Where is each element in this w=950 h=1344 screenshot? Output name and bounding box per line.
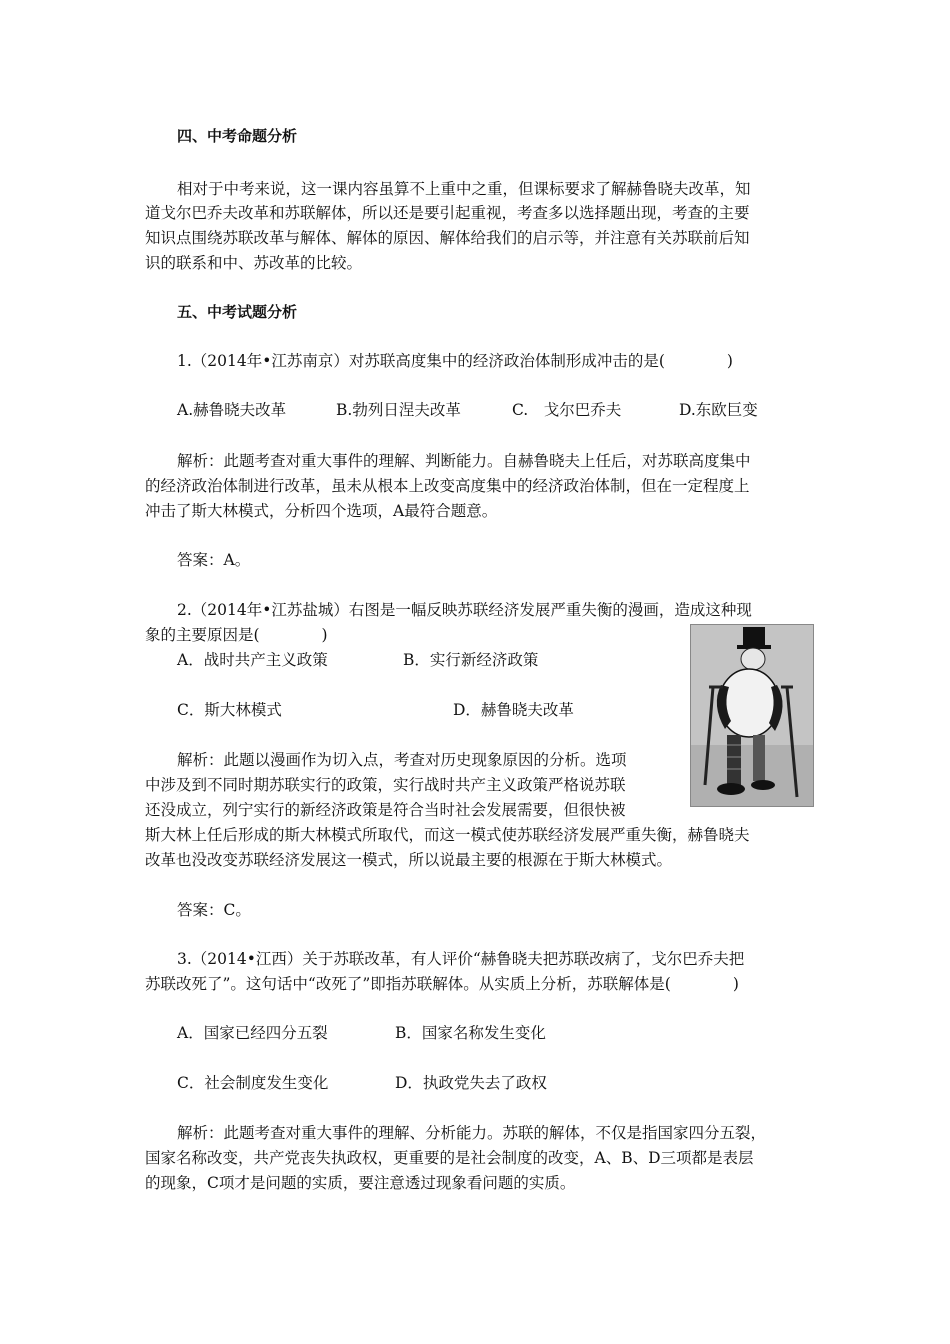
question-2-option-c: C．斯大林模式	[177, 701, 282, 719]
question-3-analysis-line: 解析：此题考查对重大事件的理解、分析能力。苏联的解体，不仅是指国家四分五裂，	[177, 1124, 767, 1142]
question-2-option-b: B．实行新经济政策	[403, 651, 539, 669]
question-2-stem-line: 2.（2014年•江苏盐城）右图是一幅反映苏联经济发展严重失衡的漫画，造成这种现	[177, 601, 752, 619]
question-1-option-c: C. 戈尔巴乔夫	[512, 401, 622, 419]
section-4-heading: 四、中考命题分析	[177, 127, 298, 145]
question-3-option-b: B．国家名称发生变化	[395, 1024, 546, 1042]
question-2-stem-line: 象的主要原因是( )	[145, 626, 328, 644]
section-4-paragraph-line: 道戈尔巴乔夫改革和苏联解体，所以还是要引起重视，考查多以选择题出现，考查的主要	[145, 204, 750, 222]
question-1-analysis-line: 的经济政治体制进行改革，虽未从根本上改变高度集中的经济政治体制，但在一定程度上	[145, 477, 750, 495]
question-2-answer: 答案：C。	[177, 901, 251, 919]
question-1-option-a: A.赫鲁晓夫改革	[177, 401, 287, 419]
question-2-analysis-line: 还没成立，列宁实行的新经济政策是符合当时社会发展需要，但很快被	[145, 801, 626, 819]
question-2-option-d: D．赫鲁晓夫改革	[453, 701, 574, 719]
question-2-analysis-line: 斯大林上任后形成的斯大林模式所取代，而这一模式使苏联经济发展严重失衡，赫鲁晓夫	[145, 826, 750, 844]
cartoon-drawing	[691, 625, 813, 806]
section-4-paragraph-line: 知识点围绕苏联改革与解体、解体的原因、解体给我们的启示等，并注意有关苏联前后知	[145, 229, 750, 247]
question-3-option-c: C．社会制度发生变化	[177, 1074, 329, 1092]
question-2-analysis-line: 改革也没改变苏联经济发展这一模式，所以说最主要的根源在于斯大林模式。	[145, 851, 673, 869]
question-2-option-a: A．战时共产主义政策	[177, 651, 328, 669]
question-2-analysis-line: 中涉及到不同时期苏联实行的政策，实行战时共产主义政策严格说苏联	[145, 776, 626, 794]
question-1-analysis-line: 冲击了斯大林模式，分析四个选项，A最符合题意。	[145, 502, 498, 520]
question-1-stem: 1.（2014年•江苏南京）对苏联高度集中的经济政治体制形成冲击的是( )	[177, 352, 733, 370]
section-5-heading: 五、中考试题分析	[177, 303, 298, 321]
question-3-option-d: D．执政党失去了政权	[395, 1074, 547, 1092]
question-2-analysis-line: 解析：此题以漫画作为切入点，考查对历史现象原因的分析。选项	[177, 751, 627, 769]
question-3-option-a: A．国家已经四分五裂	[177, 1024, 328, 1042]
cartoon-image	[690, 624, 814, 807]
question-3-analysis-line: 的现象，C项才是问题的实质，要注意透过现象看问题的实质。	[145, 1174, 576, 1192]
question-1-option-b: B.勃列日涅夫改革	[336, 401, 461, 419]
question-1-option-d: D.东欧巨变	[679, 401, 758, 419]
question-3-stem-line: 3.（2014•江西）关于苏联改革，有人评价“赫鲁晓夫把苏联改病了，戈尔巴乔夫把	[177, 950, 745, 968]
question-1-answer: 答案：A。	[177, 551, 251, 569]
question-3-analysis-line: 国家名称改变，共产党丧失执政权，更重要的是社会制度的改变，A、B、D三项都是表层	[145, 1149, 754, 1167]
section-4-paragraph-line: 相对于中考来说，这一课内容虽算不上重中之重，但课标要求了解赫鲁晓夫改革，知	[177, 180, 751, 198]
question-3-stem-line: 苏联改死了”。这句话中“改死了”即指苏联解体。从实质上分析，苏联解体是( )	[145, 975, 739, 993]
question-1-analysis-line: 解析：此题考查对重大事件的理解、判断能力。自赫鲁晓夫上任后，对苏联高度集中	[177, 452, 751, 470]
section-4-paragraph-line: 识的联系和中、苏改革的比较。	[145, 254, 363, 272]
